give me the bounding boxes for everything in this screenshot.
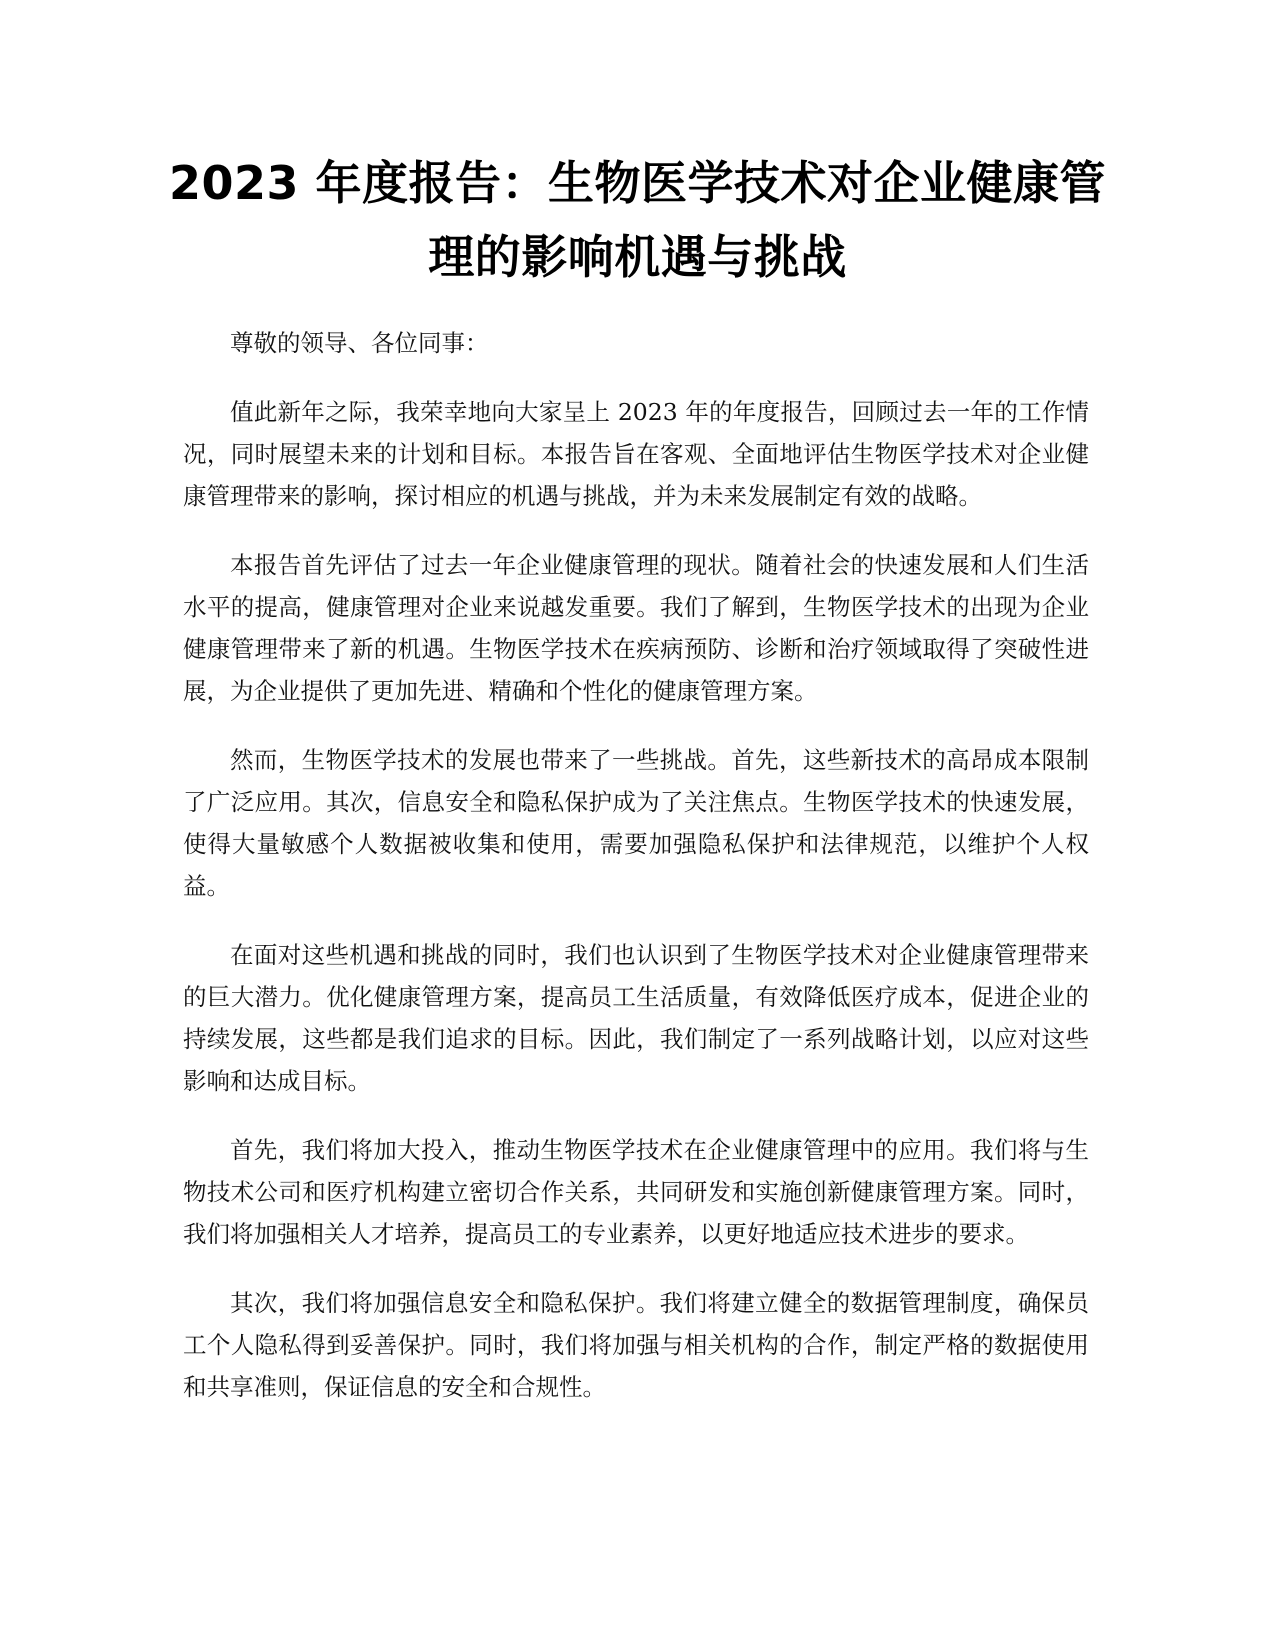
paragraph-strategy-2: 其次，我们将加强信息安全和隐私保护。我们将建立健全的数据管理制度，确保员工个人隐私得到妥善保护。同时，我们将加强与相关机构的合作，制定严格的数据使用和共享准则，保证信息的安全和合规性。 (183, 1289, 1089, 1401)
paragraph-status: 本报告首先评估了过去一年企业健康管理的现状。随着社会的快速发展和人们生活水平的提高，健康管理对企业来说越发重要。我们了解到，生物医学技术的出现为企业健康管理带来了新的机遇。生物医学技术在疾病预防、诊断和治疗领域取得了突破性进展，为企业提供了更加先进、精确和个性化的健康管理方案。 (183, 551, 1089, 705)
paragraph-intro: 值此新年之际，我荣幸地向大家呈上 2023 年的年度报告，回顾过去一年的工作情况，同时展望未来的计划和目标。本报告旨在客观、全面地评估生物医学技术对企业健康管理带来的影响，探讨相应的机遇与挑战，并为未来发展制定有效的战略。 (183, 398, 1089, 510)
paragraph-potential: 在面对这些机遇和挑战的同时，我们也认识到了生物医学技术对企业健康管理带来的巨大潜力。优化健康管理方案，提高员工生活质量，有效降低医疗成本，促进企业的持续发展，这些都是我们追求的目标。因此，我们制定了一系列战略计划，以应对这些影响和达成目标。 (183, 941, 1089, 1095)
paragraph-challenges: 然而，生物医学技术的发展也带来了一些挑战。首先，这些新技术的高昂成本限制了广泛应用。其次，信息安全和隐私保护成为了关注焦点。生物医学技术的快速发展，使得大量敏感个人数据被收集和使用，需要加强隐私保护和法律规范，以维护个人权益。 (183, 746, 1089, 900)
paragraph-strategy-1: 首先，我们将加大投入，推动生物医学技术在企业健康管理中的应用。我们将与生物技术公司和医疗机构建立密切合作关系，共同研发和实施创新健康管理方案。同时，我们将加强相关人才培养，提高员工的专业素养，以更好地适应技术进步的要求。 (183, 1136, 1089, 1248)
document-title: 2023 年度报告：生物医学技术对企业健康管理的影响机遇与挑战 (168, 156, 1107, 284)
greeting: 尊敬的领导、各位同事： (230, 329, 489, 357)
document-body (183, 322, 1089, 1435)
